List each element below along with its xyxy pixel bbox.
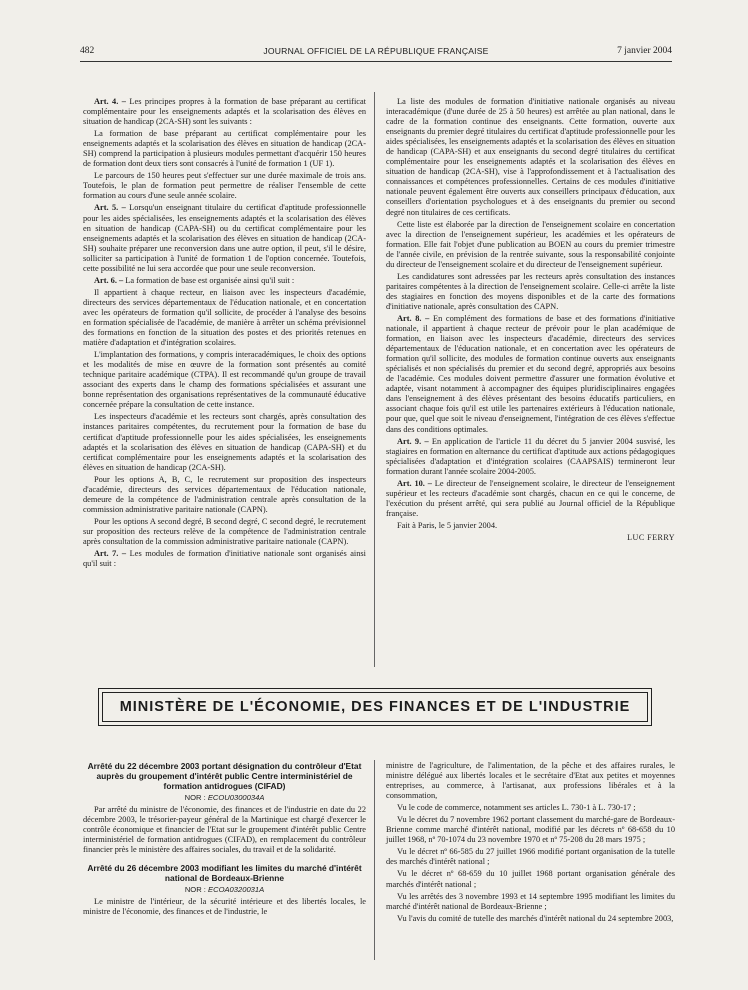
decree-title: Arrêté du 22 décembre 2003 portant désignation du contrôleur d'Etat auprès du groupement d'intérêt public Centre interministériel de formation antidrogues (CIFAD) (87, 761, 362, 791)
journal-title: JOURNAL OFFICIEL DE LA RÉPUBLIQUE FRANÇAISE (263, 46, 489, 56)
paragraph: La formation de base préparant au certificat complémentaire pour les enseignements adaptés et la scolarisation des élèves en situation de handicap (2CA-SH) comprend la participation à plusieurs modules permettant d'acquérir 150 heures de formation dont deux tiers sont consacrés à l'unité de formation 1 (UF 1). (83, 129, 366, 169)
nor-reference: NOR : ECOU0300034A (184, 793, 265, 802)
decree-title: Arrêté du 26 décembre 2003 modifiant les limites du marché d'intérêt national de Bordeaux-Brienne (87, 863, 362, 884)
paragraph: Art. 6. – La formation de base est organisée ainsi qu'il suit : (94, 275, 295, 285)
nor-reference: NOR : ECOA0320031A (184, 885, 265, 895)
page-header (80, 46, 672, 62)
paragraph: Art. 4. – Les principes propres à la formation de base préparant au certificat complémentaire pour les enseignements adaptés et la scolarisation des élèves en situation de handicap (2CA-SH) sont les suivants : (83, 97, 366, 127)
paragraph: Les candidatures sont adressées par les recteurs après consultation des instances paritaires compétentes à la direction de l'enseignement scolaire. Celle-ci arrête la liste des stagiaires en fonction des moyens disponibles et de la carte des formations d'initiative nationale, après consultation des CAPN. (386, 271, 675, 311)
paragraph: La liste des modules de formation d'initiative nationale organisés au niveau interacadémique (d'une durée de 25 à 50 heures) est arrêtée au plan national, dans le cadre de la formation continue des enseignants. Cette formation, ouverte aux enseignants du premier degré titulaires du certificat d'aptitude professionnelle pour les aides spécialisées, les enseignements adaptés et la scolarisation des élèves en situation de handicap (CAPA-SH) et aux enseignants du second degré titulaires du certificat complémentaire pour les enseignements adaptés et la scolarisation des élèves en situation de handicap (2CA-SH), vise à l'approfondissement et à l'actualisation des connaissances et compétences professionnelles. Certains de ces modules d'initiative nationale peuvent également être ouverts aux conseillers principaux d'éducation, aux conseillers d'orientation psychologues et à des enseignants du premier ou second degré non titulaires de ces certificats. (386, 97, 675, 217)
paragraph: Art. 8. – En complément des formations de base et des formations d'initiative nationale, il appartient à chaque recteur de prévoir pour le plan académique de formation, en liaison avec les inspecteurs d'académie, directeurs des services départementaux de l'éducation nationale, et en concertation avec les opérateurs de formation qu'il sollicite, des modules de formation continue ouverts aux enseignants spécialisés et non spécialisés du premier et du second degré, appropriés aux besoins de l'académie. Ces modules doivent permettre d'assurer une formation évolutive et adaptée, visant notamment à accompagner des équipes pluridisciplinaires engagées dans l'enseignement à des élèves présentant des besoins éducatifs particuliers, en associant chaque fois qu'il est utile les partenaires extérieurs à l'éducation nationale, pour que, quel que soit le niveau d'enseignement, l'intégration de ces élèves s'effectue dans des conditions optimales. (386, 313, 675, 434)
paragraph: Art. 5. – Lorsqu'un enseignant titulaire du certificat d'aptitude professionnelle pour les aides spécialisées, les enseignements adaptés et la scolarisation des élèves en situation de handicap (CAPA-SH) ou du certificat complémentaire pour les enseignements adaptés et la scolarisation des élèves en situation de handicap (2CA-SH) souhaite préparer une reconversion dans une autre option, il peut, s'il le désire, solliciter sa participation à l'unité de formation 1 de l'option concernée. Toutefois, cette possibilité ne lui sera accordée que pour une seule reconversion. (83, 203, 366, 273)
paragraph: Vu les arrêtés des 3 novembre 1993 et 14 septembre 1995 modifiant les limites du marché d'intérêt national de Bordeaux-Brienne ; (386, 891, 675, 911)
paragraph: Vu l'avis du comité de tutelle des marchés d'intérêt national du 24 septembre 2003, (397, 913, 674, 923)
ministry-banner (98, 688, 652, 726)
paragraph: L'implantation des formations, y compris interacadémiques, le choix des options et les modalités de mise en œuvre de la formation sont présentés au comité technique paritaire académique (CTPA). Il est recommandé qu'un groupe de travail associant des experts dans le champ des formations spécialisées et assurant une bonne représentation des organisations représentatives de la communauté éducative concernée prépare la consultation de cette instance. (83, 350, 366, 410)
paragraph: Vu le décret nº 66-585 du 27 juillet 1966 modifié portant organisation de la tutelle des marchés d'intérêt national ; (386, 847, 675, 867)
paragraph: Art. 9. – En application de l'article 11 du décret du 5 janvier 2004 susvisé, les stagiaires en formation en alternance du certificat d'aptitude aux actions pédagogiques spécialisées d'adaptation et d'intégration scolaires (CAAPSAIS) termineront leur formation durant l'année scolaire 2004-2005. (386, 436, 675, 476)
paragraph: Les inspecteurs d'académie et les recteurs sont chargés, après consultation des instances paritaires compétentes, du recrutement pour la formation de base du certificat d'aptitude professionnelle pour les aides spécialisées, les enseignements adaptés et la scolarisation des élèves en situation de handicap (CAPA-SH) et du certificat complémentaire pour les enseignements adaptés et la scolarisation des élèves en situation de handicap (2CA-SH). (83, 412, 366, 472)
paragraph: ministre de l'agriculture, de l'alimentation, de la pêche et des affaires rurales, le ministre délégué aux libertés locales et le secrétaire d'Etat aux petites et moyennes entreprises, au commerce, à l'artisanat, aux professions libérales et à la consommation, (386, 761, 675, 801)
right-column-bottom (386, 761, 675, 926)
right-column (386, 97, 675, 545)
paragraph: Le ministre de l'intérieur, de la sécurité intérieure et des libertés locales, le ministre de l'économie, des finances et de l'industrie, le (83, 897, 366, 917)
paragraph: Par arrêté du ministre de l'économie, des finances et de l'industrie en date du 22 décembre 2003, le trésorier-payeur général de la Martinique est chargé d'exercer le contrôle économique et financier de l'Etat sur le groupement d'intérêt public Centre interministériel de formation antidrogues (CIFAD), en remplacement du contrôleur financier près le ministère des affaires sociales, du travail et de la solidarité. (83, 805, 366, 855)
paragraph: Cette liste est élaborée par la direction de l'enseignement scolaire en concertation avec la direction de l'enseignement supérieur, les académies et les opérateurs de formation. Elle fait l'objet d'une publication au BOEN au cours du premier trimestre de l'année civile, en prévision de la rentrée suivante, sous la responsabilité conjointe du directeur de l'enseignement scolaire et du directeur de l'enseignement supérieur. (386, 219, 675, 269)
signature: LUC FERRY (627, 532, 675, 542)
left-column (83, 97, 366, 571)
paragraph: Art. 7. – Les modules de formation d'initiative nationale sont organisés ainsi qu'il suit : (83, 549, 366, 569)
page-number: 482 (80, 46, 95, 56)
column-divider (374, 92, 375, 667)
paragraph: Art. 10. – Le directeur de l'enseignement scolaire, le directeur de l'enseignement supérieur et les recteurs d'académie sont chargés, chacun en ce qui le concerne, de l'exécution du présent arrêté, qui sera publié au Journal officiel de la République française. (386, 478, 676, 518)
paragraph: Il appartient à chaque recteur, en liaison avec les inspecteurs d'académie, directeurs des services départementaux de l'éducation nationale, et en concertation avec les opérateurs de formation qu'il sollicite, de procéder à l'analyse des besoins en formation spécialisée de l'académie, de manière à arrêter un schéma prévisionnel des formations en fonction de la situation des postes et des priorités retenues en matière d'adaptation et d'intégration scolaires. (83, 287, 366, 348)
paragraph: Vu le décret du 7 novembre 1962 portant classement du marché-gare de Bordeaux-Brienne comme marché d'intérêt national, modifié par les décrets nº 68-658 du 10 juillet 1968, nº 70-1074 du 23 novembre 1970 et nº 75-208 du 28 mars 1975 ; (386, 815, 675, 845)
ministry-title: MINISTÈRE DE L'ÉCONOMIE, DES FINANCES ET DE L'INDUSTRIE (102, 692, 648, 722)
paragraph: Le parcours de 150 heures peut s'effectuer sur une durée maximale de trois ans. Toutefois, le plan de formation peut permettre de réaliser l'ensemble de cette formation au cours d'une seule année scolaire. (83, 171, 366, 201)
paragraph: Fait à Paris, le 5 janvier 2004. (397, 520, 498, 530)
column-divider (374, 760, 375, 960)
paragraph: Pour les options A, B, C, le recrutement sur proposition des inspecteurs d'académie, directeurs des services départementaux de l'éducation nationale, demeure de la compétence de l'administration centrale après consultation de la commission administrative paritaire nationale (CAPN). (83, 474, 366, 514)
issue-date: 7 janvier 2004 (617, 46, 672, 56)
paragraph: Vu le code de commerce, notamment ses articles L. 730-1 à L. 730-17 ; (397, 803, 636, 813)
left-column-bottom (83, 761, 366, 919)
paragraph: Pour les options A second degré, B second degré, C second degré, le recrutement sur proposition des recteurs relève de la compétence de l'administration centrale après consultation de la commission administrative paritaire nationale (CAPN). (83, 516, 366, 546)
paragraph: Vu le décret nº 68-659 du 10 juillet 1968 portant organisation générale des marchés d'intérêt national ; (386, 869, 675, 889)
header-rule (80, 61, 672, 62)
